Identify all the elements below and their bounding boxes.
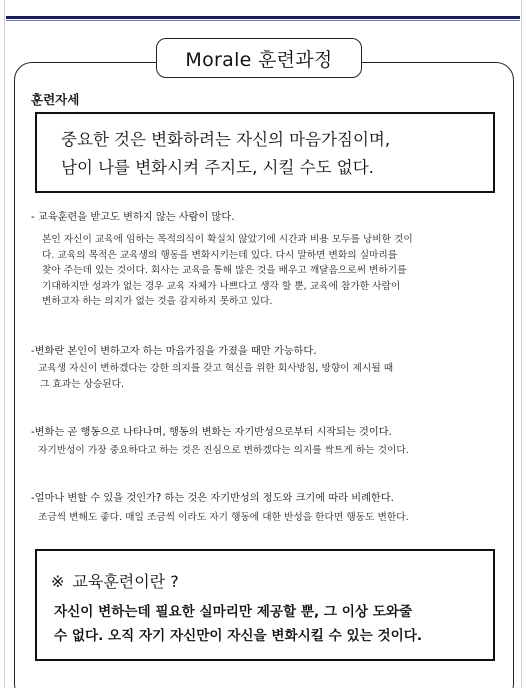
point-3-line: 자기반성이 가장 중요하다고 하는 것은 진심으로 변하겠다는 의지를 싹트게 하는 것이다. bbox=[38, 445, 409, 456]
point-1-line: 찾아 주는데 있는 것이다. 회사는 교육을 통해 많은 것을 배우고 깨달음으로써 변하기를 bbox=[42, 265, 407, 277]
header-rule bbox=[6, 16, 520, 19]
quote-line-2: 남이 나를 변화시켜 주지도, 시킬 수도 없다. bbox=[61, 158, 374, 177]
definition-title bbox=[51, 569, 179, 592]
quote-line-1: 중요한 것은 변화하려는 자신의 마음가짐이며, bbox=[61, 130, 391, 149]
page-edge-right bbox=[521, 0, 522, 688]
reference-mark-icon: ※ bbox=[51, 572, 65, 591]
point-body-3 bbox=[38, 443, 409, 459]
definition-title-text: 교육훈련이란 ? bbox=[72, 572, 179, 591]
point-2-line: 그 효과는 상승된다. bbox=[40, 378, 125, 390]
point-body-4 bbox=[38, 510, 409, 526]
course-title: Morale 훈련과정 bbox=[185, 48, 333, 71]
section-label: 훈련자세 bbox=[31, 92, 80, 107]
page-edge-left bbox=[4, 0, 5, 688]
point-4-line: 조금씩 변해도 좋다. 매일 조금씩 이라도 자기 행동에 대한 반성을 한다면 행동도 변한다. bbox=[38, 512, 409, 523]
point-heading-2: -변화란 본인이 변하고자 하는 마음가짐을 가졌을 때만 가능하다. bbox=[31, 346, 317, 357]
course-title-box bbox=[156, 38, 362, 78]
point-1-line: 다. 교육의 목적은 교육생의 행동을 변화시키는데 있다. 다시 말하면 변화의 실마리를 bbox=[42, 249, 398, 261]
key-quote-box bbox=[35, 112, 495, 193]
point-heading-1: - 교육훈련을 받고도 변하지 않는 사람이 많다. bbox=[31, 212, 235, 223]
point-body-1 bbox=[42, 232, 413, 310]
point-body-2 bbox=[38, 361, 393, 392]
point-1-line: 기대하지만 성과가 없는 경우 교육 자체가 나쁘다고 생각 할 뿐, 교육에 참가한 사람이 bbox=[42, 280, 401, 292]
definition-box bbox=[35, 549, 495, 661]
header-rule-thin bbox=[6, 20, 520, 21]
point-heading-4: -얼마나 변할 수 있을 것인가? 하는 것은 자기반성의 정도와 크기에 따라 비례한다. bbox=[31, 493, 394, 504]
point-2-line: 교육생 자신이 변하겠다는 강한 의지를 갖고 혁신을 위한 회사방침, 방향이 제시될 때 bbox=[38, 363, 394, 374]
point-1-line: 변하고자 하는 의지가 없는 것을 감지하지 못하고 있다. bbox=[42, 296, 273, 308]
point-1-line: 본인 자신이 교육에 임하는 목적의식이 확실치 않았기에 시간과 비용 모두를 낭비한 것이 bbox=[42, 234, 413, 245]
definition-line-2: 수 없다. 오직 자기 자신만이 자신을 변화시킬 수 있는 것이다. bbox=[54, 628, 423, 644]
point-heading-3: -변화는 곧 행동으로 나타나며, 행동의 변화는 자기반성으로부터 시작되는 것이다. bbox=[31, 427, 392, 438]
definition-body bbox=[54, 600, 422, 648]
definition-line-1: 자신이 변하는데 필요한 실마리만 제공할 뿐, 그 이상 도와줄 bbox=[54, 604, 413, 620]
